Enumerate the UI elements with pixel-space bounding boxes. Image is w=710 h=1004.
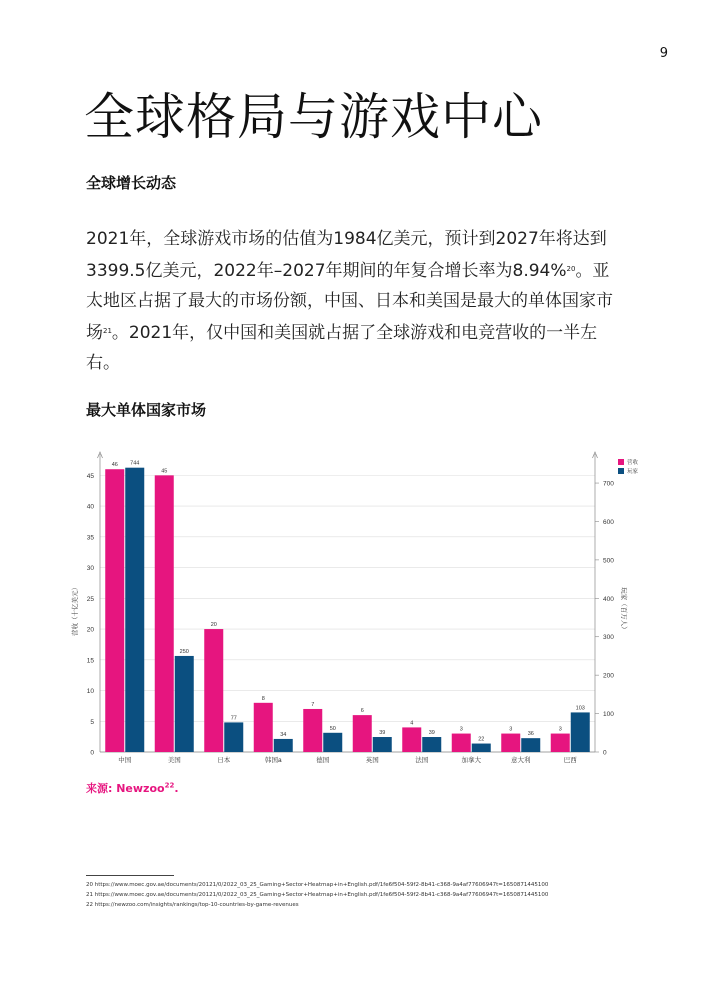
- data-label-revenue: 3: [558, 726, 562, 733]
- data-label-players: 744: [130, 460, 140, 467]
- x-tick-label: 日本: [217, 757, 231, 764]
- y-tick-label-left: 0: [90, 749, 94, 757]
- bar-players: [472, 744, 491, 752]
- bar-players: [274, 739, 293, 752]
- bar-revenue: [353, 715, 372, 752]
- bar-revenue: [501, 734, 520, 752]
- bar-players: [571, 712, 590, 752]
- y-tick-label-right: 300: [603, 634, 614, 642]
- y-tick-label-right: 200: [603, 672, 614, 680]
- y-tick-label-left: 25: [86, 595, 94, 603]
- bar-players: [422, 737, 441, 752]
- data-label-revenue: 20: [210, 622, 217, 629]
- data-label-revenue: 4: [410, 720, 414, 727]
- data-label-revenue: 7: [311, 701, 315, 708]
- bar-revenue: [204, 629, 223, 752]
- y-axis-label-left: 营收（十亿美元）: [72, 584, 79, 636]
- y-tick-label-right: 700: [603, 480, 614, 488]
- x-tick-label: 中国: [118, 757, 132, 764]
- bar-revenue: [452, 734, 471, 752]
- data-label-revenue: 46: [111, 462, 118, 469]
- y-tick-label-left: 10: [86, 688, 94, 696]
- data-label-revenue: 3: [459, 726, 463, 733]
- x-tick-label: 巴西: [563, 757, 577, 764]
- legend-label: 玩家: [627, 469, 639, 475]
- page-title: 全球格局与游戏中心: [84, 88, 543, 146]
- data-label-revenue: 3: [509, 726, 513, 733]
- data-label-players: 34: [280, 731, 287, 738]
- bar-players: [175, 656, 194, 752]
- data-label-players: 250: [179, 648, 189, 655]
- legend-swatch: [618, 468, 624, 474]
- legend-label: 营收: [627, 460, 639, 466]
- bar-revenue: [254, 703, 273, 752]
- bar-players: [224, 722, 243, 752]
- y-axis-label-right: 玩家（百万人）: [620, 587, 627, 633]
- chart-heading: 最大单体国家市场: [86, 401, 207, 419]
- y-tick-label-left: 15: [86, 657, 94, 665]
- intro-text-part3: 。2021年，仅中国和美国就占据了全球游戏和电竞营收的一半左右。: [86, 323, 598, 373]
- y-tick-label-right: 600: [603, 518, 614, 526]
- footnote-20[interactable]: 20 https://www.moec.gov.ae/documents/20121/0/2022_03_25_Gaming+Sector+Heatmap+in+English.pdf/1fe6f504-59f2-8b41-c368-9a4af77606947t=1650871445100: [86, 882, 549, 888]
- x-tick-label: 韩国a: [264, 757, 282, 764]
- y-tick-label-left: 30: [86, 565, 94, 573]
- intro-text-part1: 2021年，全球游戏市场的估值为1984亿美元，预计到2027年将达到3399.5亿美元，2022年–2027年期间的年复合增长率为8.94%: [86, 229, 607, 281]
- data-label-players: 39: [379, 730, 386, 737]
- source-end: .: [174, 782, 179, 795]
- bar-players: [521, 738, 540, 752]
- x-tick-label: 加拿大: [461, 757, 481, 764]
- section-heading: 全球增长动态: [86, 174, 177, 192]
- data-label-players: 103: [575, 705, 585, 712]
- data-label-players: 77: [230, 715, 237, 722]
- y-tick-label-left: 20: [86, 626, 94, 634]
- bar-revenue: [402, 727, 421, 752]
- bar-revenue: [303, 709, 322, 752]
- bar-revenue: [105, 469, 124, 752]
- bar-revenue: [551, 734, 570, 752]
- data-label-players: 36: [527, 731, 534, 738]
- page-number: 9: [659, 46, 668, 61]
- data-label-revenue: 45: [161, 468, 168, 475]
- footnote-21[interactable]: 21 https://www.moec.gov.ae/documents/20121/0/2022_03_25_Gaming+Sector+Heatmap+in+English.pdf/1fe6f504-59f2-8b41-c368-9a4af77606947t=1650871445100: [86, 892, 549, 898]
- footnotes: [86, 880, 548, 910]
- data-label-revenue: 8: [261, 695, 265, 702]
- bar-players: [125, 468, 144, 752]
- legend-swatch: [618, 459, 624, 465]
- y-tick-label-right: 0: [603, 749, 607, 757]
- intro-text-part2: 。亚太地区占据了最大的市场份额，中国、日本和美国是最大的单体国家市场: [86, 261, 613, 343]
- x-tick-label: 德国: [316, 757, 330, 764]
- x-tick-label: 意大利: [511, 757, 531, 764]
- source-note: [86, 780, 179, 796]
- source-label: 来源: Newzoo: [86, 782, 165, 795]
- y-tick-label-left: 45: [86, 472, 94, 480]
- bar-revenue: [155, 475, 174, 752]
- footnote-ref-21[interactable]: 21: [103, 327, 112, 335]
- footnote-ref-20[interactable]: 20: [566, 265, 576, 273]
- y-tick-label-left: 40: [86, 503, 94, 511]
- data-label-players: 50: [329, 725, 336, 732]
- y-tick-label-left: 35: [86, 534, 94, 542]
- y-tick-label-right: 100: [603, 711, 614, 719]
- data-label-revenue: 6: [360, 708, 364, 715]
- intro-paragraph: [86, 224, 626, 378]
- bar-players: [373, 737, 392, 752]
- bar-chart: [70, 448, 670, 773]
- data-label-players: 22: [478, 736, 485, 743]
- bar-players: [323, 733, 342, 752]
- footnote-divider: [86, 875, 174, 876]
- y-tick-label-left: 5: [90, 718, 94, 726]
- y-tick-label-right: 400: [603, 595, 614, 603]
- data-label-players: 39: [428, 730, 435, 737]
- y-tick-label-right: 500: [603, 557, 614, 565]
- footnote-ref-22[interactable]: 22: [164, 781, 175, 790]
- footnote-22[interactable]: 22 https://newzoo.com/insights/rankings/top-10-countries-by-game-revenues: [86, 902, 299, 908]
- x-tick-label: 英国: [365, 757, 379, 764]
- x-tick-label: 美国: [167, 757, 181, 764]
- x-tick-label: 法国: [415, 757, 429, 764]
